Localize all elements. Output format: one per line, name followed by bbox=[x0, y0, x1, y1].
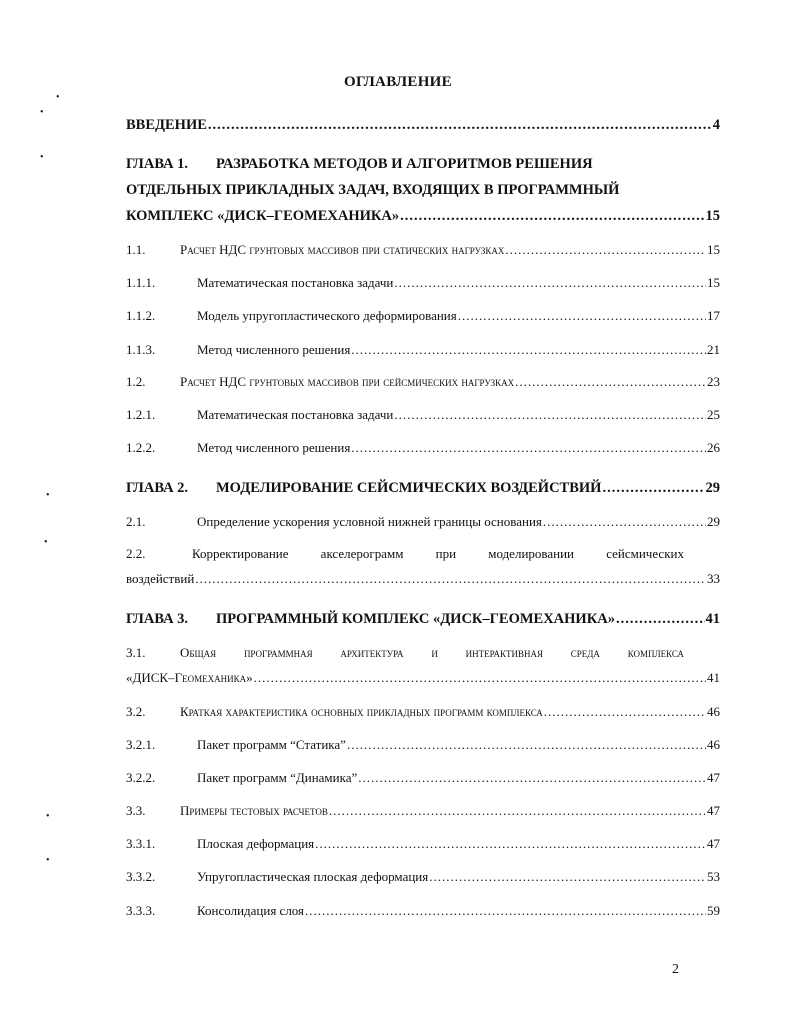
toc-entry-chapter-1[interactable] bbox=[126, 156, 720, 224]
toc-number: 3.3. bbox=[126, 803, 146, 818]
toc-title-line: КОМПЛЕКС «ДИСК–ГЕОМЕХАНИКА» bbox=[126, 208, 400, 224]
toc-page: 23 bbox=[707, 374, 720, 389]
toc-entry-3-3[interactable] bbox=[126, 803, 720, 819]
toc-number: 1.1. bbox=[126, 242, 146, 257]
toc-entry-1-1-2[interactable] bbox=[126, 308, 720, 324]
toc-page: 21 bbox=[707, 342, 720, 357]
toc-entry-3-2[interactable] bbox=[126, 704, 720, 720]
toc-title: Плоская деформация bbox=[197, 836, 315, 851]
toc-title-word: комплекса bbox=[627, 645, 684, 660]
toc-page: 26 bbox=[707, 440, 720, 455]
toc-title-line: ОТДЕЛЬНЫХ ПРИКЛАДНЫХ ЗАДАЧ, ВХОДЯЩИХ В ПРОГРАММНЫЙ bbox=[126, 182, 620, 198]
toc-page: 47 bbox=[707, 836, 720, 851]
toc-title: Метод численного решения bbox=[197, 342, 351, 357]
toc-number: 1.2.1. bbox=[126, 407, 156, 422]
toc-entry-1-2-1[interactable] bbox=[126, 407, 720, 423]
toc-leader bbox=[394, 407, 706, 423]
toc-entry-1-2[interactable] bbox=[126, 374, 720, 390]
toc-entry-3-3-1[interactable] bbox=[126, 836, 720, 852]
toc-leader bbox=[429, 869, 706, 885]
toc-entry-chapter-3[interactable] bbox=[126, 611, 720, 627]
toc-title-line: РАЗРАБОТКА МЕТОДОВ И АЛГОРИТМОВ РЕШЕНИЯ bbox=[216, 156, 593, 172]
toc-leader bbox=[394, 275, 706, 291]
toc-title-word: программная bbox=[243, 645, 313, 660]
scan-speck: • bbox=[40, 107, 44, 118]
toc-number: 1.2. bbox=[126, 374, 146, 389]
toc-number: ГЛАВА 2. bbox=[126, 480, 189, 496]
toc-entry-chapter-2[interactable] bbox=[126, 480, 720, 496]
toc-leader bbox=[544, 704, 706, 720]
toc-number: 2.2. bbox=[126, 546, 146, 561]
toc-number: 3.2.1. bbox=[126, 737, 156, 752]
toc-page: 33 bbox=[707, 571, 720, 586]
toc-page: 53 bbox=[707, 869, 720, 884]
toc-entry-3-2-1[interactable] bbox=[126, 737, 720, 753]
toc-title-line: воздействий bbox=[126, 571, 195, 586]
scan-speck: • bbox=[46, 490, 50, 501]
toc-leader bbox=[347, 737, 706, 753]
toc-page: 46 bbox=[707, 737, 720, 752]
toc-title: Метод численного решения bbox=[197, 440, 351, 455]
toc-entry-1-1-1[interactable] bbox=[126, 275, 720, 291]
toc-entry-3-3-3[interactable] bbox=[126, 903, 720, 919]
toc-leader bbox=[616, 611, 705, 627]
toc-leader bbox=[315, 836, 706, 852]
toc-page: 29 bbox=[707, 514, 720, 529]
toc-number: ГЛАВА 3. bbox=[126, 611, 189, 627]
toc-leader bbox=[602, 480, 704, 496]
toc-leader bbox=[358, 770, 706, 786]
toc-number: 1.1.3. bbox=[126, 342, 156, 357]
toc-number: 3.1. bbox=[126, 645, 146, 660]
toc-page: 46 bbox=[707, 704, 720, 719]
toc-title-word: среда bbox=[570, 645, 600, 660]
toc-leader bbox=[305, 903, 706, 919]
toc-number: 3.3.1. bbox=[126, 836, 156, 851]
toc-page: 59 bbox=[707, 903, 720, 918]
toc-page: 15 bbox=[705, 208, 720, 224]
toc-number: 2.1. bbox=[126, 514, 146, 529]
toc-page: 47 bbox=[707, 803, 720, 818]
toc-number: 3.2. bbox=[126, 704, 146, 719]
toc-leader bbox=[351, 342, 706, 358]
toc-title-word: архитектура bbox=[340, 645, 404, 660]
toc-number: 3.3.2. bbox=[126, 869, 156, 884]
toc-entry-3-1[interactable] bbox=[126, 645, 720, 686]
toc-leader bbox=[458, 308, 706, 324]
toc-page: 4 bbox=[712, 117, 720, 133]
toc-page: 41 bbox=[705, 611, 720, 627]
toc-entry-1-2-2[interactable] bbox=[126, 440, 720, 456]
toc-entry-intro[interactable] bbox=[126, 117, 720, 133]
toc-title: МОДЕЛИРОВАНИЕ СЕЙСМИЧЕСКИХ ВОЗДЕЙСТВИЙ bbox=[216, 480, 602, 496]
scan-speck: • bbox=[44, 537, 48, 548]
scan-speck: • bbox=[46, 811, 50, 822]
toc-title: Расчет НДС грунтовых массивов при сейсмических нагрузках bbox=[180, 374, 515, 389]
toc-entry-2-2[interactable] bbox=[126, 546, 720, 587]
toc-title-word: при bbox=[435, 546, 457, 561]
toc-title-word: акселерограмм bbox=[320, 546, 404, 561]
toc-entry-2-1[interactable] bbox=[126, 514, 720, 530]
toc-title: Математическая постановка задачи bbox=[197, 275, 394, 290]
toc-number: 1.1.2. bbox=[126, 308, 156, 323]
toc-page: 15 bbox=[707, 242, 720, 257]
toc-leader bbox=[351, 440, 706, 456]
toc-title-word: Общая bbox=[180, 645, 217, 660]
toc-title-word: моделировании bbox=[488, 546, 575, 561]
toc-leader bbox=[515, 374, 706, 390]
toc-title: Консолидация слоя bbox=[197, 903, 305, 918]
toc-number: 3.3.3. bbox=[126, 903, 156, 918]
toc-entry-3-3-2[interactable] bbox=[126, 869, 720, 885]
toc-leader bbox=[208, 117, 712, 133]
toc-page: 25 bbox=[707, 407, 720, 422]
toc-page: 15 bbox=[707, 275, 720, 290]
toc-title: Примеры тестовых расчетов bbox=[180, 803, 328, 818]
toc-leader bbox=[254, 670, 706, 686]
scan-speck: • bbox=[46, 855, 50, 866]
toc-number: 1.1.1. bbox=[126, 275, 156, 290]
toc-title-line: «ДИСК–Геомеханика» bbox=[126, 670, 253, 685]
page-number: 2 bbox=[672, 962, 679, 977]
toc-number: 3.2.2. bbox=[126, 770, 156, 785]
toc-title-word: интерактивная bbox=[465, 645, 543, 660]
toc-title: Пакет программ “Динамика” bbox=[197, 770, 358, 785]
toc-title: Пакет программ “Статика” bbox=[197, 737, 346, 752]
toc-entry-1-1[interactable] bbox=[126, 242, 720, 258]
toc-entry-1-1-3[interactable] bbox=[126, 342, 720, 358]
toc-entry-3-2-2[interactable] bbox=[126, 770, 720, 786]
scan-speck: • bbox=[40, 152, 44, 163]
toc-number: ГЛАВА 1. bbox=[126, 156, 189, 172]
toc-leader bbox=[329, 803, 706, 819]
toc-title: Модель упругопластического деформирования bbox=[197, 308, 457, 323]
toc-title: Краткая характеристика основных прикладных программ комплекса bbox=[180, 704, 543, 719]
toc-title-word: сейсмических bbox=[606, 546, 684, 561]
toc-leader bbox=[400, 208, 704, 224]
toc-page: 47 bbox=[707, 770, 720, 785]
toc-title-word: Корректирование bbox=[192, 546, 289, 561]
toc-title: Математическая постановка задачи bbox=[197, 407, 394, 422]
toc-title: Определение ускорения условной нижней границы основания bbox=[197, 514, 542, 529]
toc-title: ПРОГРАММНЫЙ КОМПЛЕКС «ДИСК–ГЕОМЕХАНИКА» bbox=[216, 611, 615, 627]
toc-title-word: и bbox=[431, 645, 438, 660]
toc-leader bbox=[543, 514, 706, 530]
toc-title: Упругопластическая плоская деформация bbox=[197, 869, 429, 884]
toc-leader bbox=[195, 571, 706, 587]
toc-page: 41 bbox=[707, 670, 720, 685]
toc-title: ВВЕДЕНИЕ bbox=[126, 117, 207, 133]
page-title: ОГЛАВЛЕНИЕ bbox=[344, 74, 452, 90]
toc-page: 17 bbox=[707, 308, 720, 323]
toc-page: 29 bbox=[705, 480, 720, 496]
toc-title: Расчет НДС грунтовых массивов при статических нагрузках bbox=[180, 242, 505, 257]
scan-speck: • bbox=[56, 92, 60, 103]
toc-number: 1.2.2. bbox=[126, 440, 156, 455]
toc-leader bbox=[505, 242, 706, 258]
